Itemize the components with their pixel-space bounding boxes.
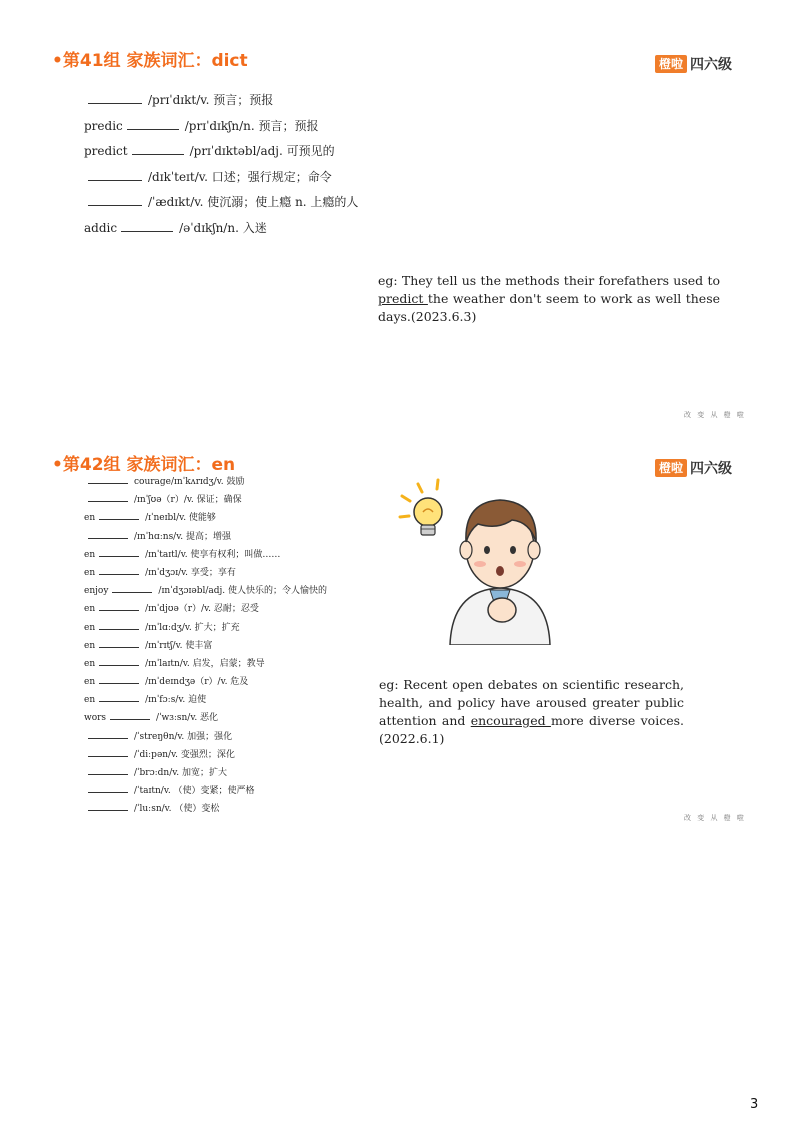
vocab-list-41 <box>84 88 358 241</box>
vocab-entry: /ˈdiːpən/v. 变强烈；深化 <box>84 746 327 764</box>
vocab-entry: /ɪnˈhɑːns/v. 提高；增强 <box>84 528 327 546</box>
brand-badge: 橙啦 <box>655 459 687 477</box>
example-sentence-41: eg: They tell us the methods their forefathers used to predict the weather don't seem to work as well these days.(2023.6.3) <box>378 273 721 324</box>
footer-tag: 改 变 从 橙 啦 <box>684 814 746 822</box>
example-sentence-42: eg: Recent open debates on scientific research, health, and policy have aroused greater public attention and encouraged more diverse voices.(2022.6.1) <box>379 677 684 746</box>
vocab-entry: /ˈstreŋθn/v. 加强；强化 <box>84 728 327 746</box>
brand-text: 四六级 <box>690 461 733 477</box>
vocab-entry: en /ɪnˈrɪtʃ/v. 使丰富 <box>84 640 213 651</box>
vocab-entry: addic /əˈdɪkʃn/n. 入迷 <box>84 220 267 235</box>
vocab-entry: en /ɪnˈlɑːdʒ/v. 扩大；扩充 <box>84 622 240 633</box>
thinking-man-illustration <box>390 470 570 645</box>
highlighted-word: predict <box>378 291 428 306</box>
vocab-entry: /prɪˈdɪkt/v. 预言；预报 <box>84 88 358 114</box>
vocab-list-42 <box>84 473 327 819</box>
vocab-entry: en /ɪnˈlaɪtn/v. 启发，启蒙；教导 <box>84 658 265 669</box>
highlighted-word: encouraged <box>470 713 551 728</box>
vocab-entry: wors /ˈwɜːsn/v. 恶化 <box>84 713 219 724</box>
vocab-entry: predic /prɪˈdɪkʃn/n. 预言；预报 <box>84 118 319 133</box>
vocab-entry: /ˈtaɪtn/v. （使）变紧；使严格 <box>84 782 327 800</box>
vocab-entry: en /ɪnˈdeɪndʒə（r）/v. 危及 <box>84 677 249 688</box>
vocab-entry: en /ɪnˈdjʊə（r）/v. 忍耐；忍受 <box>84 604 259 615</box>
vocab-entry: /dɪkˈteɪt/v. 口述；强行规定；命令 <box>84 165 358 191</box>
page-number: 3 <box>750 1097 759 1112</box>
vocab-entry: /ɪnˈʃʊə（r）/v. 保证；确保 <box>84 491 327 509</box>
vocab-entry: /ˈædɪkt/v. 使沉溺；使上瘾 n. 上瘾的人 <box>84 190 358 216</box>
vocab-entry: /ˈbrɔːdn/v. 加宽；扩大 <box>84 764 327 782</box>
vocab-entry: predict /prɪˈdɪktəbl/adj. 可预见的 <box>84 144 335 158</box>
vocab-entry: courage/ɪnˈkʌrɪdʒ/v. 鼓励 <box>84 473 327 491</box>
footer-tag: 改 变 从 橙 啦 <box>684 411 746 419</box>
section-41-heading: •第41组 家族词汇：dict <box>52 51 248 71</box>
lightbulb-icon <box>400 480 442 535</box>
section-42-heading: •第42组 家族词汇：en <box>52 455 236 475</box>
vocab-entry: en /ɪnˈtaɪtl/v. 使享有权利；叫做…… <box>84 549 281 560</box>
vocab-entry: /ˈluːsn/v. （使）变松 <box>84 800 327 818</box>
brand-badge: 橙啦 <box>655 55 687 73</box>
brand-logo <box>655 458 732 478</box>
brand-logo <box>655 54 732 74</box>
brand-text: 四六级 <box>690 57 733 73</box>
vocab-entry: en /ɪˈneɪbl/v. 使能够 <box>84 513 216 524</box>
vocab-entry: en /ɪnˈdʒɔɪ/v. 享受；享有 <box>84 567 236 578</box>
vocab-entry: enjoy /ɪnˈdʒɔɪəbl/adj. 使人快乐的；令人愉快的 <box>84 586 328 597</box>
vocab-entry: en /ɪnˈfɔːs/v. 迫使 <box>84 695 207 706</box>
